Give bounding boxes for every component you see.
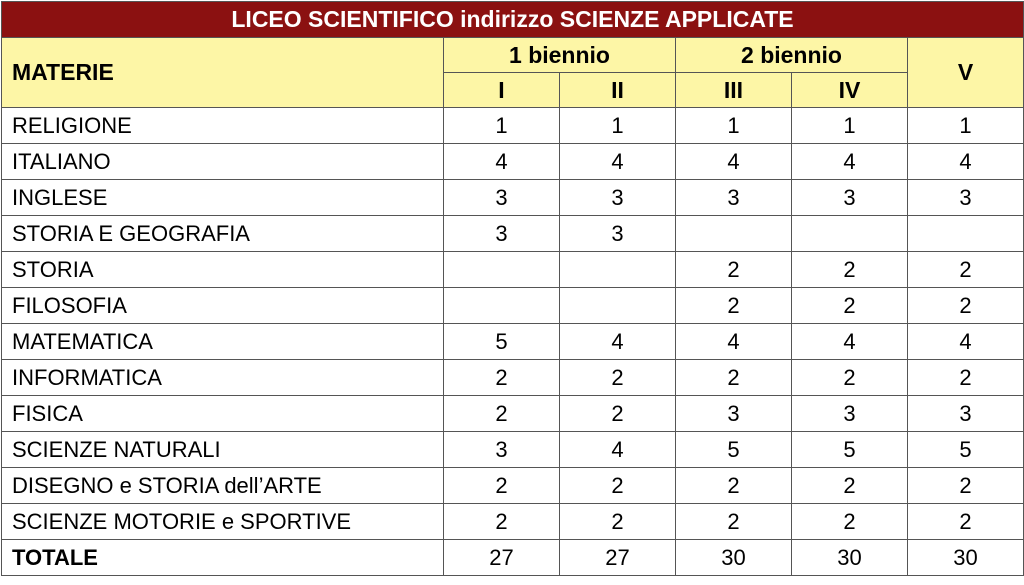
hours-cell: 2 xyxy=(444,360,560,396)
table-row xyxy=(2,144,1024,180)
hours-cell: 3 xyxy=(676,396,792,432)
table-row xyxy=(2,396,1024,432)
header-year-iv: IV xyxy=(792,73,908,108)
hours-cell xyxy=(560,288,676,324)
hours-cell: 5 xyxy=(792,432,908,468)
hours-cell: 2 xyxy=(444,396,560,432)
header-group-2-biennio: 2 biennio xyxy=(676,38,908,73)
table-row xyxy=(2,216,1024,252)
header-year-ii: II xyxy=(560,73,676,108)
hours-cell: 2 xyxy=(908,504,1024,540)
hours-cell xyxy=(792,216,908,252)
hours-cell: 5 xyxy=(444,324,560,360)
header-group-1-biennio: 1 biennio xyxy=(444,38,676,73)
subject-cell: INGLESE xyxy=(2,180,444,216)
hours-cell: 4 xyxy=(908,144,1024,180)
total-hours-cell: 27 xyxy=(444,540,560,576)
subject-cell: MATEMATICA xyxy=(2,324,444,360)
header-year-v: V xyxy=(908,38,1024,108)
hours-cell: 4 xyxy=(676,144,792,180)
table-row xyxy=(2,108,1024,144)
hours-cell: 4 xyxy=(676,324,792,360)
table-row xyxy=(2,324,1024,360)
hours-cell xyxy=(444,252,560,288)
table-title: LICEO SCIENTIFICO indirizzo SCIENZE APPLICATE xyxy=(2,2,1024,38)
hours-cell: 2 xyxy=(792,252,908,288)
total-hours-cell: 30 xyxy=(908,540,1024,576)
hours-cell: 2 xyxy=(676,468,792,504)
header-materie: MATERIE xyxy=(2,38,444,108)
hours-cell: 2 xyxy=(792,288,908,324)
hours-cell: 4 xyxy=(908,324,1024,360)
hours-cell: 4 xyxy=(792,324,908,360)
table-row xyxy=(2,288,1024,324)
total-hours-cell: 30 xyxy=(676,540,792,576)
hours-cell: 2 xyxy=(560,468,676,504)
total-hours-cell: 30 xyxy=(792,540,908,576)
hours-cell: 3 xyxy=(444,432,560,468)
hours-cell: 3 xyxy=(676,180,792,216)
hours-cell: 1 xyxy=(676,108,792,144)
subject-cell: SCIENZE NATURALI xyxy=(2,432,444,468)
hours-cell: 4 xyxy=(560,144,676,180)
hours-cell: 2 xyxy=(676,252,792,288)
hours-cell: 2 xyxy=(444,504,560,540)
hours-cell: 1 xyxy=(444,108,560,144)
hours-cell: 1 xyxy=(908,108,1024,144)
subject-cell: STORIA E GEOGRAFIA xyxy=(2,216,444,252)
total-hours-cell: 27 xyxy=(560,540,676,576)
hours-cell: 3 xyxy=(444,180,560,216)
table-row xyxy=(2,252,1024,288)
hours-cell: 2 xyxy=(792,360,908,396)
table-row xyxy=(2,432,1024,468)
curriculum-table xyxy=(1,1,1024,576)
hours-cell: 5 xyxy=(908,432,1024,468)
hours-cell: 5 xyxy=(676,432,792,468)
hours-cell: 4 xyxy=(792,144,908,180)
hours-cell: 2 xyxy=(792,504,908,540)
hours-cell: 2 xyxy=(908,252,1024,288)
subject-cell: SCIENZE MOTORIE e SPORTIVE xyxy=(2,504,444,540)
hours-cell: 2 xyxy=(792,468,908,504)
hours-cell xyxy=(908,216,1024,252)
hours-cell xyxy=(444,288,560,324)
hours-cell xyxy=(560,252,676,288)
hours-cell: 2 xyxy=(676,504,792,540)
table-row xyxy=(2,468,1024,504)
hours-cell: 2 xyxy=(908,468,1024,504)
header-year-i: I xyxy=(444,73,560,108)
hours-cell: 2 xyxy=(908,360,1024,396)
hours-cell: 2 xyxy=(676,288,792,324)
hours-cell: 3 xyxy=(444,216,560,252)
subject-cell: FISICA xyxy=(2,396,444,432)
table-row xyxy=(2,360,1024,396)
hours-cell: 2 xyxy=(444,468,560,504)
hours-cell: 2 xyxy=(908,288,1024,324)
table-row xyxy=(2,180,1024,216)
hours-cell: 1 xyxy=(792,108,908,144)
hours-cell: 4 xyxy=(560,324,676,360)
hours-cell: 3 xyxy=(792,180,908,216)
hours-cell: 4 xyxy=(560,432,676,468)
hours-cell: 3 xyxy=(908,180,1024,216)
hours-cell: 2 xyxy=(560,504,676,540)
table-body xyxy=(2,108,1024,576)
subject-cell: INFORMATICA xyxy=(2,360,444,396)
hours-cell: 3 xyxy=(560,216,676,252)
table-row xyxy=(2,504,1024,540)
hours-cell: 1 xyxy=(560,108,676,144)
hours-cell xyxy=(676,216,792,252)
hours-cell: 4 xyxy=(444,144,560,180)
subject-cell: RELIGIONE xyxy=(2,108,444,144)
hours-cell: 3 xyxy=(560,180,676,216)
hours-cell: 3 xyxy=(908,396,1024,432)
hours-cell: 3 xyxy=(792,396,908,432)
subject-cell: FILOSOFIA xyxy=(2,288,444,324)
total-label: TOTALE xyxy=(2,540,444,576)
hours-cell: 2 xyxy=(560,360,676,396)
hours-cell: 2 xyxy=(560,396,676,432)
total-row xyxy=(2,540,1024,576)
header-year-iii: III xyxy=(676,73,792,108)
subject-cell: DISEGNO e STORIA dell’ARTE xyxy=(2,468,444,504)
hours-cell: 2 xyxy=(676,360,792,396)
subject-cell: ITALIANO xyxy=(2,144,444,180)
subject-cell: STORIA xyxy=(2,252,444,288)
